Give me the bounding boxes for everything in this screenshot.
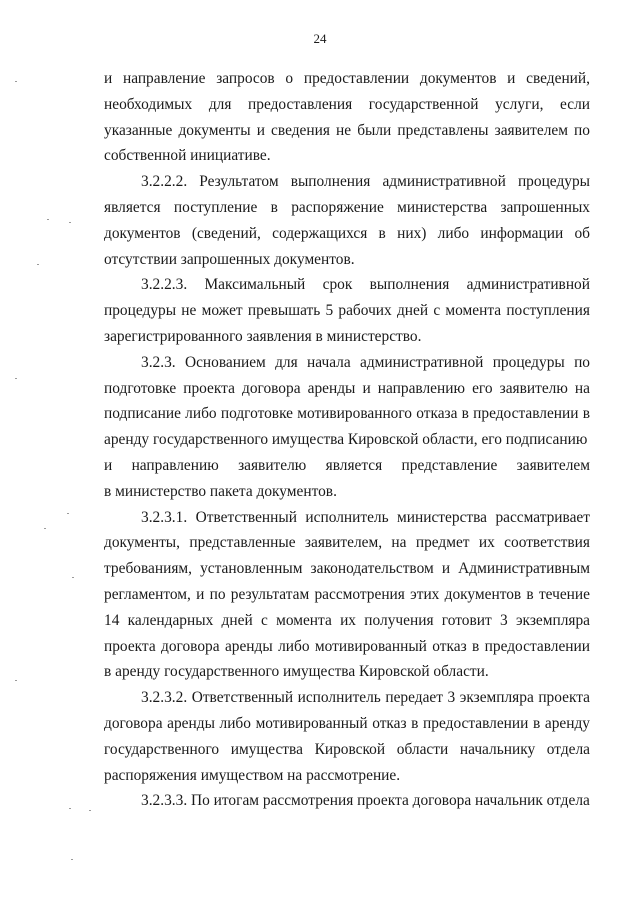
- scan-speck: [72, 577, 74, 578]
- paragraph-3-2-3-main: 3.2.3. Основанием для начала административной процедуры по подготовке проекта договора аренды и направлению его заявителю на подписание либо подготовке мотивированного отказа в предоставлении в аренду государственного имущества Кировской области, его подписанию: [104, 353, 590, 449]
- scan-speck: [15, 378, 17, 379]
- scan-speck: [71, 859, 73, 860]
- paragraph-3-2-3-1: 3.2.3.1. Ответственный исполнитель министерства рассматривает документы, представленные заявителем, на предмет их соответствия требованиям, установленным законодательством и Административным регламентом, и по результатам рассмотрения этих документов в течение 14 календарных дней с момента их получения готовит 3 экземпляра проекта договора аренды либо мотивированный отказ в предоставлении в аренду государственного имущества Кировской области.: [104, 508, 590, 681]
- scan-speck: [15, 680, 17, 681]
- scan-speck: [15, 81, 17, 82]
- paragraph-3-2-3-line: и направлению заявителю является представление заявителем: [104, 456, 590, 474]
- paragraph-3-2-2-2: 3.2.2.2. Результатом выполнения административной процедуры является поступление в распоряжение министерства запрошенных документов (сведений, содержащихся в них) либо информации об отсутствии запрошенных документов.: [104, 173, 590, 268]
- scan-speck: [47, 219, 49, 220]
- scan-speck: [44, 528, 46, 529]
- scan-speck: [69, 808, 71, 809]
- paragraph-continuation: и направление запросов о предоставлении документов и сведений, необходимых для предоставления государственной услуги, если указанные документы и сведения не были представлены заявителем по собственной инициативе.: [104, 70, 590, 165]
- page-number: 24: [313, 31, 327, 46]
- scan-speck: [37, 264, 39, 265]
- scan-speck: [89, 810, 91, 811]
- paragraph-3-2-3: [104, 350, 590, 505]
- scan-speck: [67, 513, 69, 514]
- paragraph-3-2-3-tail: в министерство пакета документов.: [104, 482, 337, 500]
- paragraph-3-2-2-3: 3.2.2.3. Максимальный срок выполнения административной процедуры не может превышать 5 рабочих дней с момента поступления зарегистрированного заявления в министерство.: [104, 276, 590, 345]
- document-body: [104, 66, 590, 814]
- paragraph-3-2-3-2: 3.2.3.2. Ответственный исполнитель передает 3 экземпляра проекта договора аренды либо мотивированный отказ в предоставлении в аренду государственного имущества Кировской области начальнику отдела распоряжения имуществом на рассмотрение.: [104, 689, 590, 784]
- paragraph-3-2-3-3: 3.2.3.3. По итогам рассмотрения проекта договора начальник отдела: [141, 792, 590, 810]
- scan-speck: [69, 222, 71, 223]
